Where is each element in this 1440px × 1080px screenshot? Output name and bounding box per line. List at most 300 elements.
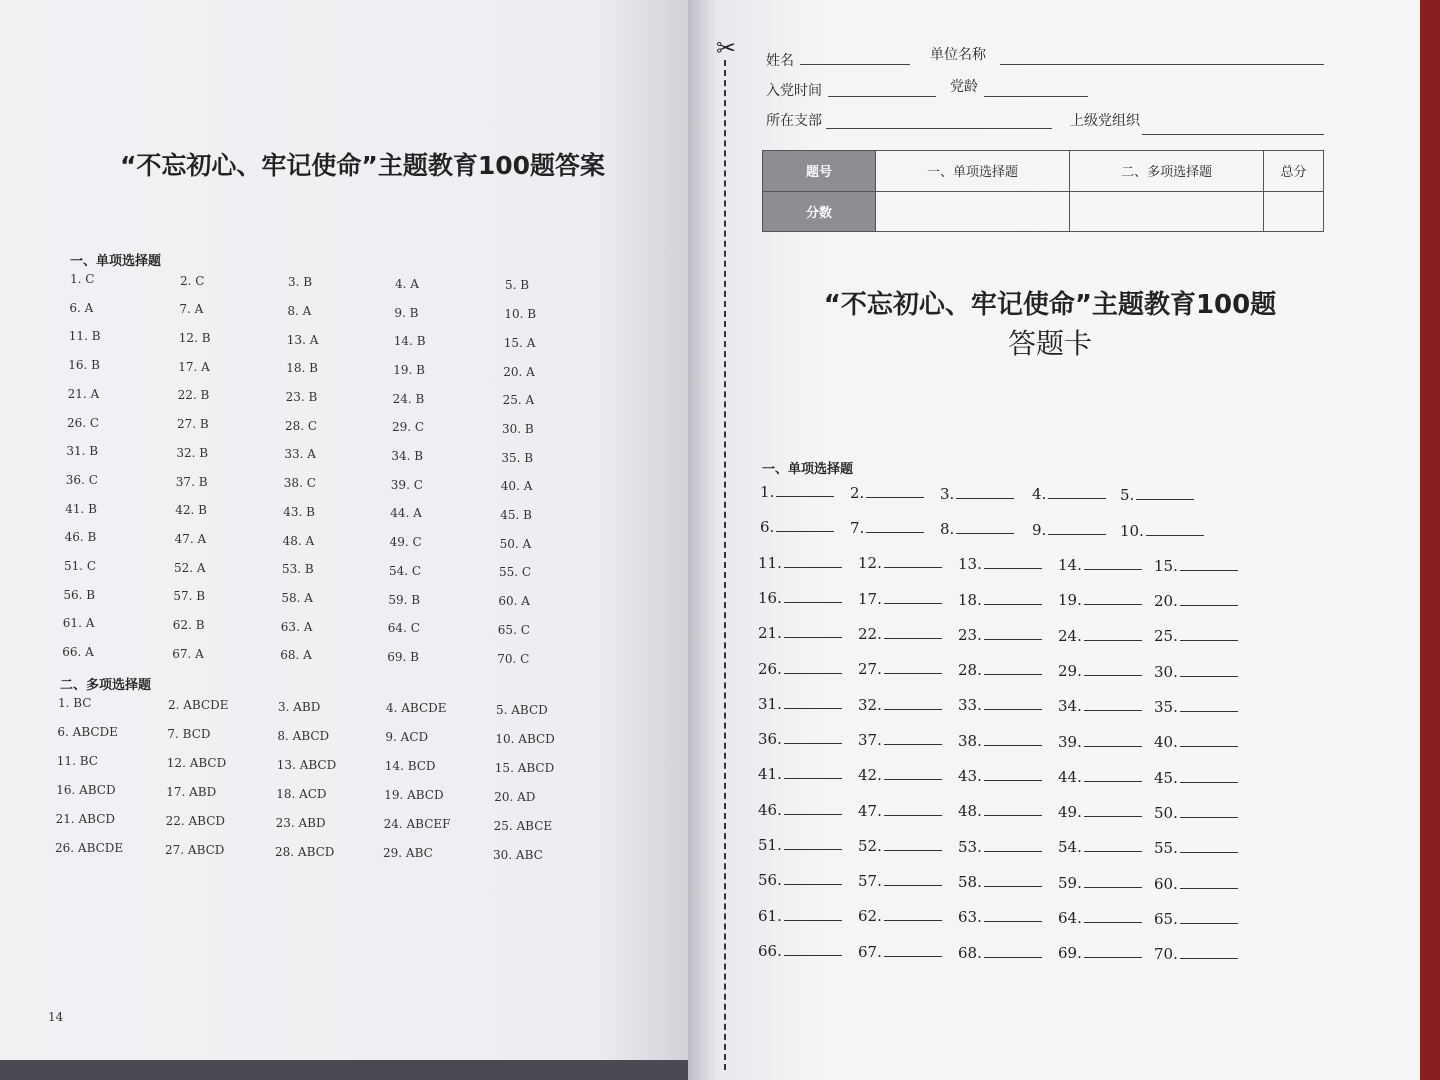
answer-blank-line[interactable] bbox=[784, 694, 842, 709]
answer-blank[interactable] bbox=[940, 484, 1014, 503]
answer-blank[interactable] bbox=[958, 907, 1042, 926]
answer-blank[interactable] bbox=[760, 517, 834, 536]
single-answer-item: 65. C bbox=[497, 622, 530, 637]
score-multi-cell[interactable] bbox=[1070, 191, 1264, 232]
answer-blank-line[interactable] bbox=[1048, 520, 1106, 535]
multi-answer-item: 27. ABCD bbox=[165, 842, 225, 857]
multi-choice-heading: 二、多项选择题 bbox=[60, 678, 152, 693]
multi-answer-item: 22. ABCD bbox=[165, 813, 226, 828]
answer-blank[interactable] bbox=[758, 941, 842, 960]
single-answer-item: 28. C bbox=[285, 418, 318, 433]
single-answer-item: 67. A bbox=[172, 646, 204, 661]
answer-blank-line[interactable] bbox=[984, 731, 1042, 746]
answer-blank[interactable] bbox=[1058, 732, 1142, 751]
answer-blank-line[interactable] bbox=[1084, 837, 1142, 852]
answer-blank-line[interactable] bbox=[1048, 484, 1106, 499]
multi-answer-item: 12. ABCD bbox=[166, 755, 227, 770]
multi-answer-item: 4. ABCDE bbox=[386, 701, 447, 716]
single-answer-item: 53. B bbox=[282, 562, 314, 577]
multi-answer-item: 13. ABCD bbox=[276, 757, 337, 772]
answer-blank[interactable] bbox=[1154, 838, 1238, 857]
multi-answer-item: 16. ABCD bbox=[56, 783, 116, 797]
answer-blank-line[interactable] bbox=[984, 943, 1042, 958]
answer-blank[interactable] bbox=[858, 695, 942, 714]
answer-blank-line[interactable] bbox=[884, 801, 942, 816]
answer-blank[interactable] bbox=[958, 837, 1042, 856]
answer-blank-number: 61. bbox=[758, 906, 782, 925]
single-answer-item: 68. A bbox=[280, 648, 312, 663]
answer-blank-line[interactable] bbox=[1146, 521, 1204, 536]
answer-blank-line[interactable] bbox=[884, 589, 942, 604]
answer-blank-number: 62. bbox=[858, 907, 882, 926]
superior-field[interactable] bbox=[1142, 134, 1324, 135]
answer-blank[interactable] bbox=[958, 660, 1042, 679]
answer-blank[interactable] bbox=[1058, 908, 1142, 927]
answer-blank-number: 14. bbox=[1058, 556, 1082, 574]
answer-blank-number: 32. bbox=[858, 695, 882, 714]
answer-blank-line[interactable] bbox=[984, 766, 1042, 781]
answer-blank-line[interactable] bbox=[784, 553, 842, 568]
single-answer-item: 16. B bbox=[68, 358, 100, 373]
single-answer-item: 23. B bbox=[285, 390, 318, 404]
answer-blank-number: 37. bbox=[858, 730, 882, 749]
answer-blank[interactable] bbox=[940, 519, 1014, 538]
single-answer-item: 46. B bbox=[64, 530, 97, 545]
answer-blank[interactable] bbox=[758, 694, 842, 713]
single-answer-item: 43. B bbox=[283, 504, 315, 519]
card-single-heading: 一、单项选择题 bbox=[762, 462, 854, 477]
answer-blank-line[interactable] bbox=[1084, 661, 1142, 676]
answer-blank-number: 47. bbox=[858, 801, 882, 820]
answer-blank-line[interactable] bbox=[984, 801, 1042, 816]
answer-blank-line[interactable] bbox=[984, 590, 1042, 605]
single-answer-item: 14. B bbox=[393, 334, 426, 349]
single-answer-item: 1. C bbox=[70, 272, 95, 286]
answer-blank-number: 5. bbox=[1120, 486, 1135, 505]
multi-answer-item: 6. ABCDE bbox=[57, 725, 118, 739]
answer-blank-line[interactable] bbox=[784, 870, 842, 885]
multi-answer-item: 5. ABCD bbox=[496, 703, 548, 718]
answer-blank-number: 54. bbox=[1058, 838, 1082, 857]
answer-blank-number: 15. bbox=[1154, 556, 1178, 575]
multi-answer-item: 29. ABC bbox=[383, 846, 433, 861]
multi-answer-item: 20. AD bbox=[494, 790, 536, 805]
answer-blank[interactable] bbox=[1154, 556, 1238, 575]
answer-blank[interactable] bbox=[1154, 909, 1238, 928]
single-answer-item: 42. B bbox=[175, 503, 207, 518]
answer-blank-number: 22. bbox=[858, 625, 882, 643]
multi-answer-item: 18. ACD bbox=[276, 786, 327, 801]
answer-blank[interactable] bbox=[1154, 803, 1238, 822]
single-answer-item: 40. A bbox=[500, 479, 533, 494]
single-answer-item: 54. C bbox=[389, 563, 422, 578]
answer-blank-number: 27. bbox=[858, 660, 882, 679]
single-answer-item: 4. A bbox=[395, 276, 419, 291]
single-answer-item: 56. B bbox=[63, 587, 96, 602]
answer-blank-line[interactable] bbox=[1084, 590, 1142, 605]
answer-blank[interactable] bbox=[958, 731, 1042, 750]
single-answer-item: 66. A bbox=[62, 645, 94, 660]
answer-blank-number: 55. bbox=[1154, 839, 1178, 858]
score-table bbox=[762, 150, 1324, 232]
answer-blank[interactable] bbox=[1154, 768, 1238, 787]
answer-blank-number: 12. bbox=[858, 554, 882, 573]
answer-blank-number: 29. bbox=[1058, 661, 1082, 680]
answer-blank-number: 69. bbox=[1058, 944, 1082, 963]
score-single-cell[interactable] bbox=[876, 191, 1070, 232]
single-answer-item: 21. A bbox=[67, 386, 100, 401]
single-answer-item: 58. A bbox=[281, 590, 313, 605]
multi-answer-item: 24. ABCEF bbox=[383, 817, 451, 832]
answer-blank-number: 43. bbox=[958, 767, 982, 785]
answer-blank-line[interactable] bbox=[884, 695, 942, 710]
answer-blank-number: 13. bbox=[958, 555, 982, 574]
answer-blank-line[interactable] bbox=[776, 517, 834, 532]
name-label: 姓名 bbox=[766, 53, 794, 69]
answer-blank-number: 18. bbox=[958, 590, 982, 609]
answer-blank-line[interactable] bbox=[784, 764, 842, 779]
answer-blank-number: 6. bbox=[760, 518, 775, 537]
answer-blank[interactable] bbox=[758, 729, 842, 748]
answer-blank-number: 4. bbox=[1032, 485, 1047, 504]
answer-blank-number: 8. bbox=[940, 519, 955, 538]
answer-blank-line[interactable] bbox=[984, 872, 1042, 887]
multi-answer-item: 8. ABCD bbox=[277, 728, 330, 743]
answer-blank[interactable] bbox=[1058, 696, 1142, 715]
answer-blank-line[interactable] bbox=[884, 624, 942, 639]
answer-blank-line[interactable] bbox=[1180, 626, 1238, 641]
page-number: 14 bbox=[48, 1010, 64, 1024]
answer-blank[interactable] bbox=[1032, 484, 1106, 503]
party-age-label: 党龄 bbox=[950, 79, 978, 95]
multi-answer-item: 26. ABCDE bbox=[55, 841, 124, 855]
answer-blank-line[interactable] bbox=[1084, 873, 1142, 888]
answer-blank-number: 70. bbox=[1154, 945, 1178, 964]
answer-blank[interactable] bbox=[758, 835, 842, 854]
name-field[interactable] bbox=[800, 64, 910, 65]
answer-title: “不忘初心、牢记使命”主题教育100题答案 bbox=[120, 151, 606, 180]
answer-blank[interactable] bbox=[1058, 555, 1142, 574]
answer-blank-number: 31. bbox=[758, 694, 782, 713]
answer-blank-line[interactable] bbox=[884, 659, 942, 674]
answer-blank-line[interactable] bbox=[1180, 909, 1238, 924]
single-answer-item: 25. A bbox=[502, 393, 535, 408]
multi-answer-item: 19. ABCD bbox=[384, 788, 444, 803]
answer-blank-number: 63. bbox=[958, 908, 982, 927]
answer-blank-number: 56. bbox=[758, 871, 782, 890]
answer-blank-line[interactable] bbox=[1084, 555, 1142, 570]
answer-blank-number: 26. bbox=[758, 659, 782, 678]
answer-blank[interactable] bbox=[1154, 591, 1238, 610]
answer-blank-line[interactable] bbox=[1084, 626, 1142, 641]
single-answer-item: 35. B bbox=[501, 450, 534, 465]
superior-label: 上级党组织 bbox=[1070, 113, 1140, 129]
answer-blank-number: 24. bbox=[1058, 626, 1082, 645]
answer-blank-line[interactable] bbox=[784, 906, 842, 921]
answer-blank-line[interactable] bbox=[884, 906, 942, 921]
answer-blank[interactable] bbox=[1058, 590, 1142, 609]
answer-blank[interactable] bbox=[758, 906, 842, 925]
answer-blank[interactable] bbox=[1058, 873, 1142, 892]
score-header-total: 总分 bbox=[1264, 151, 1324, 192]
multi-answer-item: 25. ABCE bbox=[493, 819, 553, 834]
answer-blank-number: 3. bbox=[940, 484, 955, 503]
single-answer-item: 55. C bbox=[499, 565, 532, 580]
answer-blank[interactable] bbox=[758, 588, 842, 607]
answer-blank-number: 30. bbox=[1154, 662, 1178, 681]
answer-blank-line[interactable] bbox=[1180, 838, 1238, 853]
single-answer-item: 51. C bbox=[64, 559, 97, 573]
answer-blank[interactable] bbox=[1058, 802, 1142, 821]
answer-blank-line[interactable] bbox=[784, 835, 842, 850]
party-age-field[interactable] bbox=[984, 96, 1088, 97]
answer-blank-line[interactable] bbox=[784, 659, 842, 674]
answer-blank[interactable] bbox=[850, 518, 924, 537]
single-answer-item: 12. B bbox=[178, 331, 211, 345]
answer-blank-line[interactable] bbox=[984, 907, 1042, 922]
answer-blank-line[interactable] bbox=[1084, 732, 1142, 747]
answer-blank-number: 41. bbox=[758, 765, 782, 784]
answer-blank-line[interactable] bbox=[784, 800, 842, 815]
single-answer-item: 36. C bbox=[65, 472, 98, 487]
single-answer-item: 8. A bbox=[287, 303, 312, 318]
answer-blank[interactable] bbox=[758, 623, 842, 642]
answer-blank-line[interactable] bbox=[1180, 803, 1238, 818]
answer-blank-number: 40. bbox=[1154, 733, 1178, 752]
multi-answer-item: 15. ABCD bbox=[494, 761, 555, 776]
multi-answer-item: 23. ABD bbox=[275, 815, 326, 830]
multi-answer-item: 1. BC bbox=[58, 696, 92, 710]
multi-answer-item: 2. ABCDE bbox=[168, 697, 229, 712]
answer-blank[interactable] bbox=[1058, 837, 1142, 856]
answer-blank-line[interactable] bbox=[1136, 485, 1194, 500]
multi-answer-item: 9. ACD bbox=[385, 730, 429, 745]
answer-blank-number: 23. bbox=[958, 625, 982, 644]
single-answer-item: 44. A bbox=[390, 506, 422, 521]
answer-blank[interactable] bbox=[1154, 626, 1238, 645]
answer-blank[interactable] bbox=[858, 589, 942, 608]
card-title: “不忘初心、牢记使命”主题教育100题 bbox=[823, 290, 1277, 320]
answer-blank-line[interactable] bbox=[1180, 591, 1238, 606]
answer-blank-line[interactable] bbox=[784, 729, 842, 744]
answer-blank[interactable] bbox=[1120, 521, 1204, 540]
answer-blank[interactable] bbox=[1058, 626, 1142, 645]
answer-blank[interactable] bbox=[1058, 661, 1142, 680]
single-answer-item: 37. B bbox=[175, 474, 208, 489]
answer-blank-number: 42. bbox=[858, 766, 882, 785]
multi-answer-item: 28. ABCD bbox=[275, 844, 335, 859]
answer-blank-line[interactable] bbox=[884, 730, 942, 745]
single-answer-item: 17. A bbox=[178, 359, 210, 374]
single-answer-item: 30. B bbox=[502, 421, 534, 436]
answer-blank-number: 57. bbox=[858, 872, 882, 891]
answer-blank-line[interactable] bbox=[884, 765, 942, 780]
answer-blank[interactable] bbox=[958, 554, 1042, 573]
answer-blank-number: 20. bbox=[1154, 592, 1178, 611]
single-answer-item: 39. C bbox=[390, 477, 423, 492]
answer-blank-line[interactable] bbox=[1084, 943, 1142, 958]
multi-answer-item: 11. BC bbox=[56, 754, 98, 768]
answer-blank[interactable] bbox=[1154, 874, 1238, 893]
score-header-multi: 二、多项选择题 bbox=[1070, 151, 1264, 192]
single-answer-item: 10. B bbox=[504, 307, 537, 322]
answer-blank-number: 64. bbox=[1058, 909, 1082, 927]
answer-blank-number: 33. bbox=[958, 696, 982, 715]
answer-blank-line[interactable] bbox=[1084, 767, 1142, 782]
answer-blank-line[interactable] bbox=[884, 836, 942, 851]
single-answer-item: 50. A bbox=[499, 536, 532, 551]
branch-field[interactable] bbox=[826, 128, 1052, 129]
answer-blank-number: 10. bbox=[1120, 521, 1144, 540]
single-answer-item: 26. C bbox=[67, 415, 100, 430]
answer-blank-number: 7. bbox=[850, 519, 865, 538]
answer-blank-line[interactable] bbox=[1180, 874, 1238, 889]
answer-blank[interactable] bbox=[758, 659, 842, 678]
single-answer-item: 13. A bbox=[286, 332, 319, 347]
answer-blank[interactable] bbox=[858, 624, 942, 643]
single-answer-item: 27. B bbox=[177, 417, 209, 432]
answer-blank-number: 2. bbox=[850, 483, 865, 502]
single-answer-item: 6. A bbox=[69, 300, 94, 315]
answer-blank[interactable] bbox=[858, 730, 942, 749]
answer-blank-number: 9. bbox=[1032, 520, 1047, 539]
answer-blank-line[interactable] bbox=[1180, 662, 1238, 677]
answer-blank-line[interactable] bbox=[956, 484, 1014, 499]
answer-blank-line[interactable] bbox=[1180, 556, 1238, 571]
answer-blank-number: 17. bbox=[858, 589, 882, 608]
answer-blank-number: 68. bbox=[958, 943, 982, 962]
single-answer-item: 38. C bbox=[283, 476, 316, 491]
answer-blank[interactable] bbox=[858, 801, 942, 820]
single-answer-item: 34. B bbox=[391, 449, 424, 463]
unit-label: 单位名称 bbox=[930, 47, 986, 63]
unit-field[interactable] bbox=[1000, 64, 1324, 65]
single-answer-item: 9. B bbox=[394, 305, 419, 320]
answer-blank-line[interactable] bbox=[1084, 908, 1142, 923]
answer-blank[interactable] bbox=[958, 590, 1042, 609]
single-choice-heading: 一、单项选择题 bbox=[70, 254, 162, 269]
answer-blank-line[interactable] bbox=[984, 660, 1042, 675]
answer-blank-line[interactable] bbox=[1180, 768, 1238, 783]
answer-blank-number: 39. bbox=[1058, 732, 1082, 751]
answer-blank[interactable] bbox=[958, 872, 1042, 891]
answer-blank[interactable] bbox=[850, 483, 924, 502]
answer-blank[interactable] bbox=[1058, 943, 1142, 962]
answer-blank-line[interactable] bbox=[784, 588, 842, 603]
answer-blank-line[interactable] bbox=[956, 519, 1014, 534]
single-answer-item: 45. B bbox=[500, 508, 532, 522]
single-answer-item: 49. C bbox=[389, 535, 422, 550]
answer-blank[interactable] bbox=[858, 553, 942, 572]
answer-blank[interactable] bbox=[958, 766, 1042, 785]
answer-blank-line[interactable] bbox=[776, 482, 834, 497]
answer-blank-line[interactable] bbox=[984, 554, 1042, 569]
single-answer-item: 69. B bbox=[387, 649, 419, 664]
multi-answer-item: 10. ABCD bbox=[495, 732, 555, 747]
answer-blank-number: 53. bbox=[958, 837, 982, 856]
single-answer-item: 41. B bbox=[65, 501, 97, 516]
answer-blank-line[interactable] bbox=[984, 695, 1042, 710]
multi-answer-item: 14. BCD bbox=[384, 759, 436, 774]
answer-blank-line[interactable] bbox=[1180, 697, 1238, 712]
answer-blank[interactable] bbox=[758, 764, 842, 783]
answer-blank-line[interactable] bbox=[984, 837, 1042, 852]
answer-blank[interactable] bbox=[858, 871, 942, 890]
answer-blank-line[interactable] bbox=[884, 553, 942, 568]
answer-blank-number: 66. bbox=[758, 941, 782, 960]
answer-blank-number: 11. bbox=[758, 553, 782, 572]
answer-blank-number: 38. bbox=[958, 731, 982, 750]
answer-blank[interactable] bbox=[958, 695, 1042, 714]
answer-blank-line[interactable] bbox=[866, 518, 924, 533]
single-answer-item: 31. B bbox=[66, 444, 99, 459]
answer-blank[interactable] bbox=[1032, 520, 1106, 539]
single-answer-item: 5. B bbox=[505, 278, 530, 293]
answer-blank-number: 19. bbox=[1058, 591, 1082, 610]
answer-blank-number: 49. bbox=[1058, 803, 1082, 822]
answer-blank-number: 21. bbox=[758, 624, 782, 643]
score-total-cell[interactable] bbox=[1264, 191, 1324, 232]
answer-blank[interactable] bbox=[758, 800, 842, 819]
join-date-field[interactable] bbox=[828, 96, 936, 97]
answer-blank[interactable] bbox=[758, 553, 842, 572]
answer-blank[interactable] bbox=[1154, 662, 1238, 681]
answer-blank-line[interactable] bbox=[1084, 696, 1142, 711]
answer-blank-number: 28. bbox=[958, 661, 982, 680]
answer-blank-number: 34. bbox=[1058, 697, 1082, 716]
scissors-icon: ✂ bbox=[716, 34, 737, 62]
answer-blank-line[interactable] bbox=[884, 871, 942, 886]
answer-blank-line[interactable] bbox=[784, 623, 842, 638]
single-answer-item: 70. C bbox=[497, 651, 530, 666]
answer-blank-number: 44. bbox=[1058, 767, 1082, 786]
answer-blank-number: 45. bbox=[1154, 768, 1178, 787]
answer-blank-line[interactable] bbox=[1180, 732, 1238, 747]
answer-blank[interactable] bbox=[1120, 485, 1194, 504]
answer-blank-line[interactable] bbox=[984, 625, 1042, 640]
answer-blank-number: 65. bbox=[1154, 909, 1178, 928]
cut-line bbox=[724, 60, 726, 1070]
answer-blank[interactable] bbox=[858, 659, 942, 678]
answer-blank[interactable] bbox=[760, 482, 834, 501]
answer-blank-number: 52. bbox=[858, 836, 882, 855]
answer-blank[interactable] bbox=[1154, 944, 1238, 963]
answer-blank[interactable] bbox=[958, 625, 1042, 644]
answer-blank-number: 36. bbox=[758, 730, 782, 749]
answer-blank[interactable] bbox=[1154, 732, 1238, 751]
answer-blank-number: 67. bbox=[858, 942, 882, 961]
answer-blank[interactable] bbox=[858, 765, 942, 784]
answer-blank[interactable] bbox=[858, 836, 942, 855]
answer-blank[interactable] bbox=[1058, 767, 1142, 786]
answer-blank-line[interactable] bbox=[1180, 944, 1238, 959]
answer-blank[interactable] bbox=[1154, 697, 1238, 716]
answer-blank-number: 50. bbox=[1154, 803, 1178, 822]
single-answer-item: 64. C bbox=[387, 621, 420, 636]
answer-blank[interactable] bbox=[858, 942, 942, 961]
answer-blank[interactable] bbox=[858, 906, 942, 925]
answer-blank-line[interactable] bbox=[866, 483, 924, 498]
answer-blank-line[interactable] bbox=[1084, 802, 1142, 817]
answer-blank-line[interactable] bbox=[784, 941, 842, 956]
answer-blank[interactable] bbox=[958, 801, 1042, 820]
single-answer-item: 32. B bbox=[176, 445, 209, 460]
answer-blank[interactable] bbox=[758, 870, 842, 889]
answer-blank-line[interactable] bbox=[884, 942, 942, 957]
answer-blank[interactable] bbox=[958, 943, 1042, 962]
single-answer-item: 22. B bbox=[177, 388, 210, 403]
single-answer-item: 29. C bbox=[392, 420, 425, 435]
